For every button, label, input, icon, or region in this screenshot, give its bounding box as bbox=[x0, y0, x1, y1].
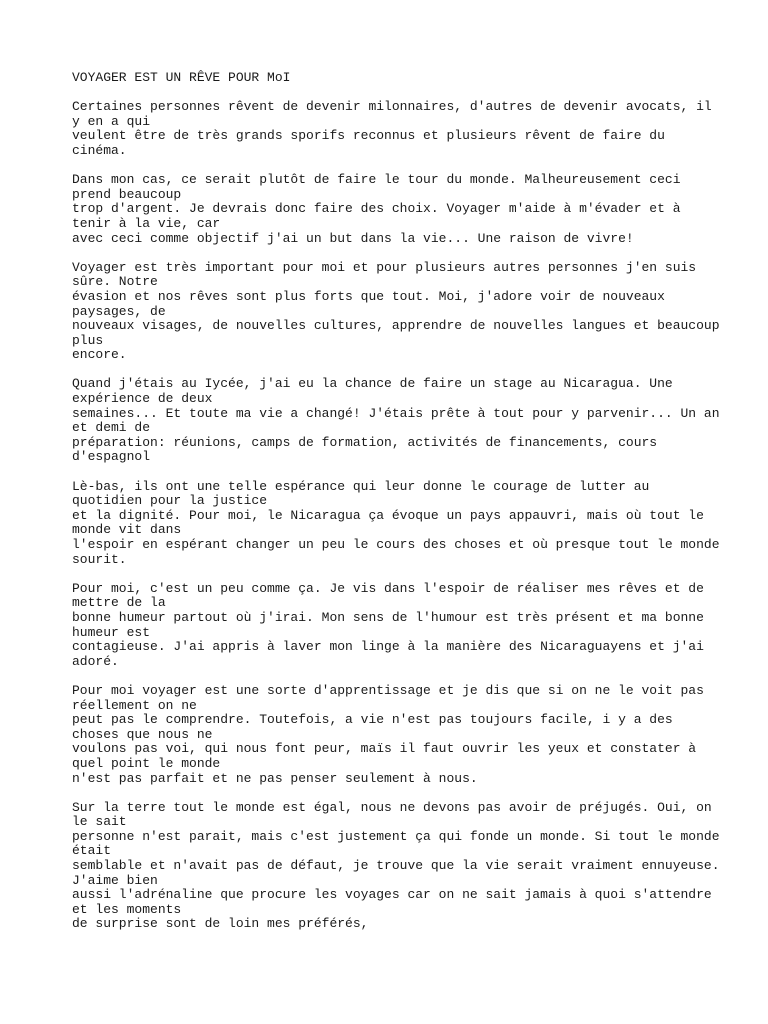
text-line: n'est pas parfait et ne pas penser seulement à nous. bbox=[72, 770, 478, 786]
text-line: Pour moi voyager est une sorte d'apprentissage et je dis que si on ne le voit pas bbox=[72, 682, 704, 698]
paragraph bbox=[72, 582, 712, 670]
text-line: peut pas le comprendre. Toutefois, a vie n'est pas toujours facile, i y a des bbox=[72, 712, 673, 728]
document-page bbox=[72, 70, 720, 947]
text-line: voulons pas voi, qui nous font peur, maïs il faut ouvrir les yeux et constater à bbox=[72, 741, 697, 757]
text-line: l'espoir en espérant changer un peu le cours des choses et où presque tout le monde bbox=[72, 537, 720, 552]
text-line: mettre de la bbox=[72, 595, 166, 611]
text-line: et la dignité. Pour moi, le Nicaragua ça évoque un pays appauvri, mais où tout le bbox=[72, 507, 704, 523]
text-line: semblable et n'avait pas de défaut, je trouve que la vie serait vraiment ennuyeuse. bbox=[72, 858, 720, 874]
document-body bbox=[72, 99, 720, 932]
text-line: veulent être de très grands sporifs reconnus et plusieurs rêvent de faire du bbox=[72, 128, 665, 144]
paragraph bbox=[72, 173, 712, 246]
text-line: semaines... Et toute ma vie a changé! J'étais prête à tout pour y parvenir... Un an bbox=[72, 405, 720, 421]
text-line: Sur la terre tout le monde est égal, nous ne devons pas avoir de préjugés. Oui, on bbox=[72, 799, 712, 815]
text-line: et les moments bbox=[72, 901, 182, 917]
text-line: prend beaucoup bbox=[72, 186, 182, 202]
text-line: nouveaux visages, de nouvelles cultures, apprendre de nouvelles langues et beaucoup bbox=[72, 318, 720, 334]
text-line: choses que nous ne bbox=[72, 726, 213, 742]
text-line: évasion et nos rêves sont plus forts que tout. Moi, j'adore voir de nouveaux bbox=[72, 288, 665, 304]
text-line: quotidien pour la justice bbox=[72, 493, 268, 509]
text-line: Pour moi, c'est un peu comme ça. Je vis dans l'espoir de réaliser mes rêves et de bbox=[72, 580, 704, 596]
paragraph bbox=[72, 100, 712, 158]
text-line: sûre. Notre bbox=[72, 274, 158, 290]
text-line: Quand j'étais au Iycée, j'ai eu la chance de faire un stage au Nicaragua. Une bbox=[72, 376, 673, 392]
text-line: plus bbox=[72, 332, 104, 348]
text-line: Certaines personnes rêvent de devenir milonnaires, d'autres de devenir avocats, il bbox=[72, 99, 712, 115]
text-line: personne n'est parait, mais c'est justement ça qui fonde un monde. Si tout le monde bbox=[72, 828, 720, 844]
text-line: Voyager est très important pour moi et pour plusieurs autres personnes j'en suis bbox=[72, 259, 697, 275]
text-line: encore. bbox=[72, 347, 127, 363]
text-line: aussi l'adrénaline que procure les voyages car on ne sait jamais à quoi s'attendre bbox=[72, 887, 712, 903]
paragraph bbox=[72, 684, 712, 786]
text-line: monde vit dans bbox=[72, 522, 182, 538]
text-line: de surprise sont de loin mes préférés, bbox=[72, 916, 369, 932]
text-line: quel point le monde bbox=[72, 755, 221, 771]
text-line: avec ceci comme objectif j'ai un but dans la vie... Une raison de vivre! bbox=[72, 230, 634, 246]
text-line: humeur est bbox=[72, 624, 151, 640]
paragraph bbox=[72, 376, 720, 465]
text-line: cinéma. bbox=[72, 142, 127, 158]
paragraph bbox=[72, 478, 720, 568]
text-line: était bbox=[72, 843, 112, 859]
text-line: Dans mon cas, ce serait plutôt de faire le tour du monde. Malheureusement ceci bbox=[72, 172, 681, 188]
text-line: et demi de bbox=[72, 420, 151, 436]
text-line: tenir à la vie, car bbox=[72, 215, 221, 231]
text-line: sourit. bbox=[72, 551, 127, 567]
text-line: réellement on ne bbox=[72, 697, 197, 713]
text-line: expérience de deux bbox=[72, 391, 213, 407]
text-line: paysages, de bbox=[72, 303, 166, 319]
text-line: contagieuse. J'ai appris à laver mon linge à la manière des Nicaraguayens et j'ai bbox=[72, 639, 704, 655]
text-line: adoré. bbox=[72, 653, 119, 669]
paragraph bbox=[72, 799, 720, 932]
text-line: y en a qui bbox=[72, 113, 151, 129]
document-title: VOYAGER EST UN RÊVE POUR MoI bbox=[72, 70, 291, 85]
text-line: d'espagnol bbox=[72, 449, 151, 465]
paragraph bbox=[72, 259, 720, 363]
text-line: préparation: réunions, camps de formation, activités de financements, cours bbox=[72, 434, 658, 450]
text-line: Lè-bas, ils ont une telle espérance qui leur donne le courage de lutter au bbox=[72, 478, 650, 494]
text-line: le sait bbox=[72, 814, 127, 830]
text-line: trop d'argent. Je devrais donc faire des choix. Voyager m'aide à m'évader et à bbox=[72, 201, 681, 217]
text-line: J'aime bien bbox=[72, 872, 158, 888]
text-line: bonne humeur partout où j'irai. Mon sens de l'humour est très présent et ma bonne bbox=[72, 609, 704, 625]
